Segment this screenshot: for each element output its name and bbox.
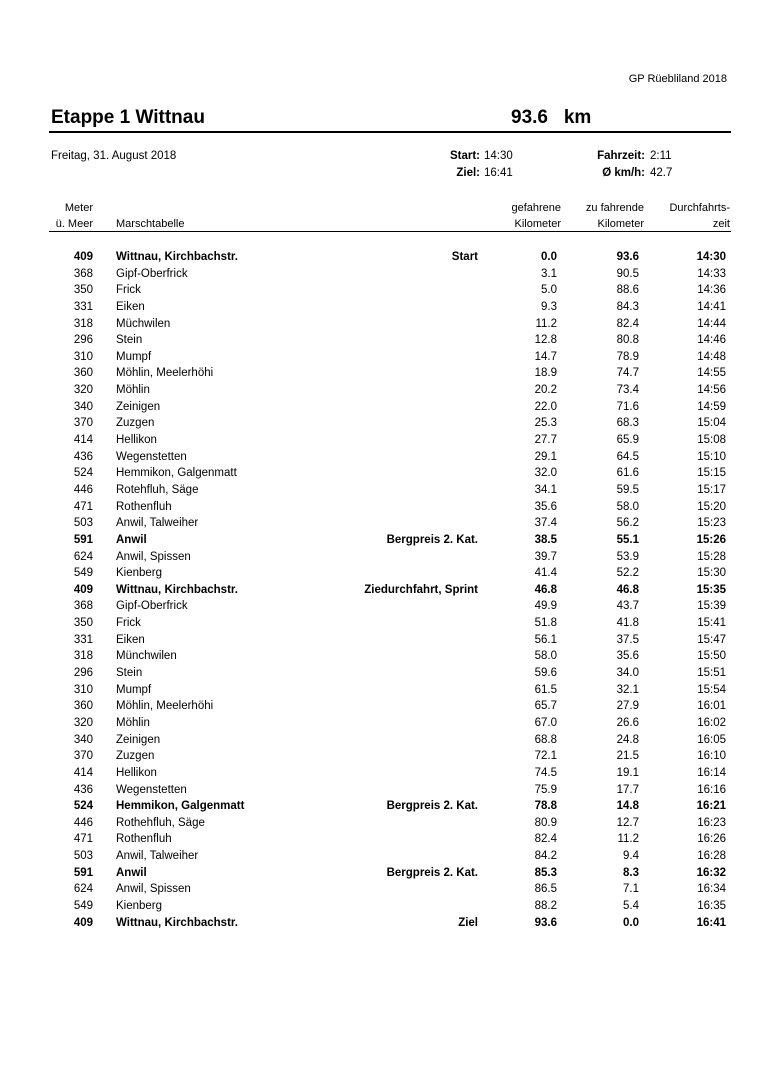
table-row <box>0 632 763 649</box>
table-row <box>0 798 763 815</box>
driven-km-cell: 56.1 <box>534 633 557 646</box>
altitude-cell: 310 <box>73 683 93 696</box>
remaining-km-cell: 52.2 <box>616 567 639 580</box>
remaining-km-cell: 61.6 <box>616 467 639 480</box>
altitude-cell: 318 <box>73 317 93 330</box>
remaining-km-cell: 9.4 <box>623 850 639 863</box>
remaining-km-cell: 24.8 <box>616 733 639 746</box>
avg-speed-label: Ø km/h: <box>602 167 645 179</box>
time-cell: 15:41 <box>697 617 726 630</box>
altitude-cell: 360 <box>73 367 93 380</box>
race-label: GP Rüebliland 2018 <box>628 73 727 85</box>
altitude-cell: 624 <box>73 883 93 896</box>
time-cell: 16:10 <box>697 750 726 763</box>
driven-km-cell: 38.5 <box>534 533 557 546</box>
time-cell: 14:30 <box>696 251 726 263</box>
finish-value: 16:41 <box>484 167 513 179</box>
remaining-km-cell: 7.1 <box>623 883 639 896</box>
altitude-cell: 549 <box>73 899 93 912</box>
header-altitude-line2: ü. Meer <box>55 218 93 230</box>
table-row <box>0 565 763 582</box>
driven-km-cell: 88.2 <box>534 899 557 912</box>
table-row <box>0 915 763 932</box>
driven-km-cell: 68.8 <box>534 733 557 746</box>
table-row <box>0 266 763 283</box>
driven-km-cell: 65.7 <box>534 700 557 713</box>
altitude-cell: 446 <box>73 483 93 496</box>
altitude-cell: 503 <box>73 517 93 530</box>
driven-km-cell: 75.9 <box>534 783 557 796</box>
place-cell: Hellikon <box>116 434 157 447</box>
place-cell: Anwil, Talweiher <box>116 517 199 530</box>
remaining-km-cell: 71.6 <box>616 400 639 413</box>
time-cell: 15:51 <box>697 667 726 680</box>
table-row <box>0 365 763 382</box>
table-row <box>0 282 763 299</box>
altitude-cell: 368 <box>73 267 93 280</box>
header-remaining <box>586 200 644 232</box>
time-cell: 15:30 <box>697 567 726 580</box>
driven-km-cell: 84.2 <box>534 850 557 863</box>
altitude-cell: 409 <box>73 916 93 929</box>
time-cell: 16:21 <box>696 800 726 813</box>
remaining-km-cell: 68.3 <box>616 417 639 430</box>
altitude-cell: 624 <box>73 550 93 563</box>
time-cell: 15:47 <box>697 633 726 646</box>
driven-km-cell: 93.6 <box>534 916 557 929</box>
header-driven <box>511 200 561 232</box>
remaining-km-cell: 56.2 <box>616 517 639 530</box>
remaining-km-cell: 73.4 <box>616 384 639 397</box>
route-table <box>0 249 763 931</box>
time-cell: 15:54 <box>697 683 726 696</box>
altitude-cell: 296 <box>73 334 93 347</box>
remaining-km-cell: 55.1 <box>616 533 639 546</box>
time-cell: 14:55 <box>697 367 726 380</box>
time-cell: 16:34 <box>697 883 726 896</box>
driven-km-cell: 20.2 <box>534 384 557 397</box>
altitude-cell: 296 <box>73 667 93 680</box>
table-row <box>0 865 763 882</box>
time-cell: 16:01 <box>697 700 726 713</box>
time-cell: 16:41 <box>696 916 726 929</box>
time-cell: 14:46 <box>697 334 726 347</box>
altitude-cell: 318 <box>73 650 93 663</box>
driven-km-cell: 85.3 <box>534 866 557 879</box>
start-label: Start: <box>449 150 480 162</box>
place-cell: Hemmikon, Galgenmatt <box>116 467 237 480</box>
table-row <box>0 898 763 915</box>
stage-date: Freitag, 31. August 2018 <box>51 150 177 162</box>
place-cell: Eiken <box>116 633 145 646</box>
note-cell: Bergpreis 2. Kat. <box>386 866 478 879</box>
altitude-cell: 446 <box>73 816 93 829</box>
time-cell: 15:39 <box>697 600 726 613</box>
remaining-km-cell: 93.6 <box>616 251 639 263</box>
place-cell: Wittnau, Kirchbachstr. <box>116 583 238 596</box>
header-remaining-line1: zu fahrende <box>585 202 644 214</box>
note-cell: Start <box>451 251 478 263</box>
altitude-cell: 310 <box>73 350 93 363</box>
time-cell: 16:05 <box>697 733 726 746</box>
place-cell: Anwil, Spissen <box>116 550 191 563</box>
time-cell: 16:16 <box>697 783 726 796</box>
driven-km-cell: 12.8 <box>534 334 557 347</box>
place-cell: Gipf-Oberfrick <box>116 267 188 280</box>
table-row <box>0 682 763 699</box>
place-cell: Hellikon <box>116 766 157 779</box>
table-row <box>0 382 763 399</box>
time-cell: 16:35 <box>697 899 726 912</box>
driven-km-cell: 46.8 <box>534 583 557 596</box>
remaining-km-cell: 53.9 <box>616 550 639 563</box>
driven-km-cell: 29.1 <box>534 450 557 463</box>
remaining-km-cell: 17.7 <box>616 783 639 796</box>
table-row <box>0 881 763 898</box>
altitude-cell: 360 <box>73 700 93 713</box>
remaining-km-cell: 0.0 <box>623 916 639 929</box>
time-cell: 15:17 <box>697 483 726 496</box>
table-row <box>0 615 763 632</box>
remaining-km-cell: 65.9 <box>616 434 639 447</box>
place-cell: Möhlin, Meelerhöhi <box>116 700 214 713</box>
time-cell: 15:23 <box>697 517 726 530</box>
driven-km-cell: 78.8 <box>534 800 557 813</box>
place-cell: Zeinigen <box>116 400 161 413</box>
time-cell: 16:32 <box>696 866 726 879</box>
table-row <box>0 698 763 715</box>
altitude-cell: 340 <box>73 733 93 746</box>
time-cell: 15:28 <box>697 550 726 563</box>
place-cell: Wittnau, Kirchbachstr. <box>116 251 238 263</box>
table-row <box>0 782 763 799</box>
ridetime-label: Fahrzeit: <box>597 150 645 162</box>
finish-label: Ziel: <box>456 167 480 179</box>
remaining-km-cell: 82.4 <box>616 317 639 330</box>
note-cell: Bergpreis 2. Kat. <box>386 533 478 546</box>
altitude-cell: 340 <box>73 400 93 413</box>
ridetime-value: 2:11 <box>650 150 672 162</box>
time-cell: 14:44 <box>697 317 726 330</box>
driven-km-cell: 25.3 <box>534 417 557 430</box>
start-value: 14:30 <box>484 150 513 162</box>
altitude-cell: 331 <box>73 300 93 313</box>
place-cell: Stein <box>116 667 143 680</box>
table-row <box>0 765 763 782</box>
place-cell: Anwil <box>116 533 147 546</box>
place-cell: Mumpf <box>116 683 152 696</box>
altitude-cell: 370 <box>73 417 93 430</box>
driven-km-cell: 74.5 <box>534 766 557 779</box>
remaining-km-cell: 74.7 <box>616 367 639 380</box>
place-cell: Zeinigen <box>116 733 161 746</box>
time-cell: 14:33 <box>697 267 726 280</box>
remaining-km-cell: 90.5 <box>616 267 639 280</box>
remaining-km-cell: 37.5 <box>616 633 639 646</box>
table-row <box>0 748 763 765</box>
remaining-km-cell: 5.4 <box>623 899 639 912</box>
driven-km-cell: 51.8 <box>534 617 557 630</box>
altitude-cell: 471 <box>73 833 93 846</box>
place-cell: Frick <box>116 284 141 297</box>
place-cell: Rotehfluh, Säge <box>116 483 199 496</box>
header-remaining-line2: Kilometer <box>597 218 644 230</box>
table-row <box>0 349 763 366</box>
time-cell: 14:56 <box>697 384 726 397</box>
altitude-cell: 350 <box>73 284 93 297</box>
driven-km-cell: 41.4 <box>534 567 557 580</box>
driven-km-cell: 11.2 <box>535 317 557 330</box>
time-cell: 14:36 <box>697 284 726 297</box>
time-cell: 14:41 <box>697 300 726 313</box>
table-row <box>0 549 763 566</box>
place-cell: Wegenstetten <box>116 450 187 463</box>
driven-km-cell: 72.1 <box>534 750 557 763</box>
table-row <box>0 316 763 333</box>
altitude-cell: 350 <box>73 617 93 630</box>
remaining-km-cell: 84.3 <box>616 300 639 313</box>
time-cell: 15:35 <box>696 583 726 596</box>
remaining-km-cell: 21.5 <box>616 750 639 763</box>
altitude-cell: 503 <box>73 850 93 863</box>
place-cell: Frick <box>116 617 141 630</box>
place-cell: Stein <box>116 334 143 347</box>
remaining-km-cell: 26.6 <box>616 716 639 729</box>
driven-km-cell: 82.4 <box>534 833 557 846</box>
driven-km-cell: 67.0 <box>534 716 557 729</box>
table-row <box>0 648 763 665</box>
table-row <box>0 332 763 349</box>
table-row <box>0 665 763 682</box>
driven-km-cell: 58.0 <box>534 650 557 663</box>
place-cell: Wittnau, Kirchbachstr. <box>116 916 238 929</box>
place-cell: Zuzgen <box>116 417 155 430</box>
place-cell: Rothenfluh <box>116 500 172 513</box>
table-row <box>0 582 763 599</box>
table-row <box>0 499 763 516</box>
remaining-km-cell: 34.0 <box>616 667 639 680</box>
header-altitude <box>56 200 93 232</box>
remaining-km-cell: 8.3 <box>623 866 639 879</box>
time-cell: 15:08 <box>697 434 726 447</box>
table-row <box>0 482 763 499</box>
place-cell: Anwil <box>116 866 147 879</box>
altitude-cell: 436 <box>73 450 93 463</box>
altitude-cell: 368 <box>73 600 93 613</box>
remaining-km-cell: 35.6 <box>616 650 639 663</box>
place-cell: Gipf-Oberfrick <box>116 600 188 613</box>
remaining-km-cell: 41.8 <box>616 617 639 630</box>
place-cell: Zuzgen <box>116 750 155 763</box>
altitude-cell: 370 <box>73 750 93 763</box>
driven-km-cell: 14.7 <box>534 350 557 363</box>
time-cell: 15:50 <box>697 650 726 663</box>
altitude-cell: 436 <box>73 783 93 796</box>
avg-speed-value: 42.7 <box>650 167 673 179</box>
note-cell: Ziel <box>458 916 478 929</box>
header-time <box>669 200 730 232</box>
remaining-km-cell: 58.0 <box>616 500 639 513</box>
remaining-km-cell: 46.8 <box>616 583 639 596</box>
driven-km-cell: 9.3 <box>541 300 557 313</box>
remaining-km-cell: 27.9 <box>616 700 639 713</box>
place-cell: Möhlin, Meelerhöhi <box>116 367 214 380</box>
driven-km-cell: 61.5 <box>534 683 557 696</box>
table-row <box>0 598 763 615</box>
note-cell: Ziedurchfahrt, Sprint <box>364 583 478 596</box>
altitude-cell: 320 <box>73 716 93 729</box>
time-cell: 16:14 <box>697 766 726 779</box>
place-cell: Rothenfluh <box>116 833 172 846</box>
altitude-cell: 409 <box>73 251 93 263</box>
altitude-cell: 409 <box>73 583 93 596</box>
stage-title: Etappe 1 Wittnau <box>51 107 205 128</box>
place-cell: Anwil, Talweiher <box>116 850 199 863</box>
header-rule <box>49 231 731 232</box>
remaining-km-cell: 32.1 <box>616 683 639 696</box>
driven-km-cell: 32.0 <box>534 467 557 480</box>
altitude-cell: 414 <box>73 434 93 447</box>
place-cell: Kienberg <box>116 899 163 912</box>
table-row <box>0 848 763 865</box>
driven-km-cell: 34.1 <box>534 483 557 496</box>
header-driven-line2: Kilometer <box>514 218 561 230</box>
altitude-cell: 524 <box>73 467 93 480</box>
remaining-km-cell: 88.6 <box>616 284 639 297</box>
remaining-km-cell: 19.1 <box>616 766 639 779</box>
stage-distance: 93.6 km <box>511 107 592 128</box>
altitude-cell: 549 <box>73 567 93 580</box>
table-row <box>0 831 763 848</box>
place-cell: Rothehfluh, Säge <box>116 816 205 829</box>
place-cell: Eiken <box>116 300 145 313</box>
driven-km-cell: 18.9 <box>534 367 557 380</box>
table-row <box>0 715 763 732</box>
time-cell: 16:23 <box>697 816 726 829</box>
table-row <box>0 465 763 482</box>
table-row <box>0 415 763 432</box>
header-altitude-line1: Meter <box>64 202 93 214</box>
table-row <box>0 299 763 316</box>
driven-km-cell: 49.9 <box>534 600 557 613</box>
driven-km-cell: 5.0 <box>541 284 557 297</box>
table-row <box>0 515 763 532</box>
time-cell: 15:10 <box>697 450 726 463</box>
altitude-cell: 591 <box>73 533 93 546</box>
header-time-line2: zeit <box>712 218 730 230</box>
place-cell: Hemmikon, Galgenmatt <box>116 800 245 813</box>
place-cell: Münchwilen <box>116 650 177 663</box>
altitude-cell: 331 <box>73 633 93 646</box>
driven-km-cell: 59.6 <box>534 667 557 680</box>
driven-km-cell: 35.6 <box>534 500 557 513</box>
remaining-km-cell: 78.9 <box>616 350 639 363</box>
place-cell: Mumpf <box>116 350 152 363</box>
driven-km-cell: 86.5 <box>534 883 557 896</box>
remaining-km-cell: 14.8 <box>616 800 639 813</box>
time-cell: 14:59 <box>697 400 726 413</box>
remaining-km-cell: 80.8 <box>616 334 639 347</box>
place-cell: Müchwilen <box>116 317 171 330</box>
table-row <box>0 249 763 266</box>
time-cell: 15:04 <box>697 417 726 430</box>
altitude-cell: 471 <box>73 500 93 513</box>
driven-km-cell: 22.0 <box>534 400 557 413</box>
time-cell: 16:26 <box>697 833 726 846</box>
remaining-km-cell: 11.2 <box>617 833 639 846</box>
note-cell: Bergpreis 2. Kat. <box>386 800 478 813</box>
driven-km-cell: 27.7 <box>534 434 557 447</box>
time-cell: 15:20 <box>697 500 726 513</box>
driven-km-cell: 0.0 <box>541 251 557 263</box>
time-cell: 14:48 <box>697 350 726 363</box>
place-cell: Möhlin <box>116 384 150 397</box>
table-row <box>0 399 763 416</box>
altitude-cell: 591 <box>73 866 93 879</box>
table-row <box>0 815 763 832</box>
driven-km-cell: 80.9 <box>534 816 557 829</box>
remaining-km-cell: 59.5 <box>616 483 639 496</box>
table-row <box>0 732 763 749</box>
altitude-cell: 320 <box>73 384 93 397</box>
place-cell: Möhlin <box>116 716 150 729</box>
place-cell: Kienberg <box>116 567 163 580</box>
remaining-km-cell: 64.5 <box>616 450 639 463</box>
header-time-line1: Durchfahrts- <box>669 202 730 214</box>
time-cell: 15:15 <box>697 467 726 480</box>
altitude-cell: 524 <box>73 800 93 813</box>
time-cell: 16:28 <box>697 850 726 863</box>
table-row <box>0 532 763 549</box>
header-route: Marschtabelle <box>116 218 185 230</box>
driven-km-cell: 39.7 <box>534 550 557 563</box>
table-row <box>0 432 763 449</box>
remaining-km-cell: 12.7 <box>616 816 639 829</box>
place-cell: Wegenstetten <box>116 783 187 796</box>
time-cell: 16:02 <box>697 716 726 729</box>
time-cell: 15:26 <box>696 533 726 546</box>
header-driven-line1: gefahrene <box>511 202 561 214</box>
place-cell: Anwil, Spissen <box>116 883 191 896</box>
table-row <box>0 449 763 466</box>
driven-km-cell: 3.1 <box>541 267 557 280</box>
altitude-cell: 414 <box>73 766 93 779</box>
driven-km-cell: 37.4 <box>534 517 557 530</box>
remaining-km-cell: 43.7 <box>616 600 639 613</box>
title-rule <box>49 131 731 133</box>
